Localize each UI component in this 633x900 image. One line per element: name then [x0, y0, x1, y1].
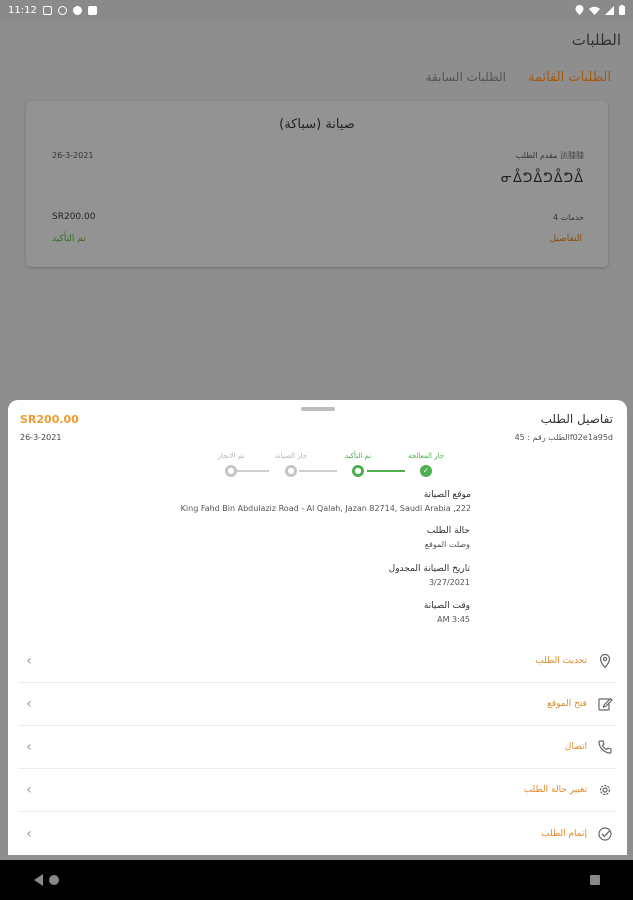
info-label: وقت الصيانة [423, 601, 470, 611]
order-card-service-count: 4 خدمات [552, 213, 584, 222]
nav-home-button[interactable] [46, 872, 62, 888]
battery-icon [619, 5, 625, 15]
status-left [8, 5, 97, 16]
info-value: AM 3:45 [437, 615, 470, 624]
tab-previous-orders[interactable]: الطلبات السابقة [425, 70, 506, 84]
sheet-order-number: الطلب رقم : 45f02e1a95d [514, 433, 613, 442]
info-label: موقع الصيانة [423, 490, 471, 500]
sheet-date: 26-3-2021 [20, 433, 62, 442]
step-label: تم الانجاز [217, 452, 245, 460]
app-bar [0, 20, 633, 60]
wifi-icon [589, 6, 600, 15]
action-content [524, 782, 613, 798]
info-maintenance-time [424, 601, 470, 624]
order-card[interactable] [26, 101, 608, 267]
chevron-left-icon: ‹ [26, 653, 32, 669]
notification-icon [73, 6, 82, 15]
step-label: جار الصيانة [274, 452, 308, 460]
page-title: الطلبات [571, 31, 621, 49]
gear-icon [597, 782, 613, 798]
action-content [541, 826, 613, 842]
order-card-title: صيانة (سباكة) [279, 117, 355, 132]
info-order-status [425, 526, 470, 549]
action-update-order[interactable] [18, 640, 617, 683]
step-in-maintenance [263, 450, 319, 477]
location-pin-icon [597, 653, 613, 669]
status-time: 11:12 [8, 4, 37, 16]
recent-apps-icon [590, 875, 600, 885]
tab-current-orders[interactable]: الطلبات القائمة [527, 70, 611, 85]
action-content [565, 739, 613, 755]
action-content [535, 653, 613, 669]
info-value: وصلت الموقع [424, 540, 470, 549]
chevron-left-icon: ‹ [26, 696, 32, 712]
nav-back-button[interactable] [30, 872, 46, 888]
action-complete-order[interactable] [18, 812, 617, 855]
order-actions-list [18, 640, 617, 855]
nav-recent-button[interactable] [587, 872, 603, 888]
step-processing [398, 450, 454, 477]
sim-icon [88, 6, 97, 15]
order-card-status: تم التأكيد [52, 234, 86, 244]
sheet-price: SR200.00 [20, 413, 79, 426]
step-confirmed [330, 450, 386, 477]
step-label: تم التأكيد [344, 452, 372, 460]
action-content [547, 696, 613, 712]
action-call[interactable] [18, 726, 617, 769]
orders-tabs [426, 64, 611, 91]
chevron-left-icon: ‹ [26, 825, 32, 842]
step-check-icon: ✓ [420, 465, 432, 477]
order-progress-stepper [203, 450, 445, 482]
order-card-details-link[interactable]: التفاصيل [549, 234, 582, 244]
home-icon [49, 875, 59, 885]
info-scheduled-date [389, 564, 470, 587]
step-current-icon: ● [352, 465, 364, 477]
action-label: فتح الموقع [547, 699, 587, 709]
check-circle-icon [597, 826, 613, 842]
back-icon [34, 874, 43, 886]
action-label: اتصال [564, 742, 587, 752]
sheet-drag-handle[interactable] [301, 407, 335, 411]
order-card-decoration: ᓂᐂᕤᐂᕤᐂᕤᐂ [500, 171, 584, 186]
info-maintenance-location [181, 490, 471, 513]
action-label: إتمام الطلب [541, 828, 587, 839]
info-label: حالة الطلب [426, 526, 470, 536]
chevron-left-icon: ‹ [26, 739, 32, 755]
action-label: تحديث الطلب [535, 656, 587, 666]
signal-icon [605, 6, 614, 15]
order-card-date: 26-3-2021 [52, 151, 94, 160]
phone-icon [597, 739, 613, 755]
info-label: تاريخ الصيانة المجدول [388, 564, 470, 574]
step-completed-work [203, 450, 259, 477]
step-label: جار المعالجة [407, 452, 445, 460]
order-details-sheet [8, 400, 627, 855]
location-icon [575, 5, 584, 15]
order-card-requester: مقدم الطلب 法膝膝 [515, 151, 584, 160]
action-label: تغيير حالة الطلب [523, 785, 587, 795]
step-pending-icon: ● [225, 465, 237, 477]
order-card-price: SR200.00 [52, 212, 96, 222]
info-value: 3/27/2021 [428, 578, 470, 587]
status-bar [0, 0, 633, 20]
info-value: King Fahd Bin Abdulaziz Road - Al Qalah, Jazan 82714, Saudi Arabia ,222 [180, 504, 471, 513]
edit-icon [597, 696, 613, 712]
system-nav-bar [0, 860, 633, 900]
step-pending-icon: ● [285, 465, 297, 477]
notification-icon [43, 6, 52, 15]
sheet-title: تفاصيل الطلب [540, 412, 613, 426]
status-right [575, 5, 625, 15]
action-open-location[interactable] [18, 683, 617, 726]
notification-icon [58, 6, 67, 15]
action-change-status[interactable] [18, 769, 617, 812]
chevron-left-icon: ‹ [26, 782, 32, 798]
